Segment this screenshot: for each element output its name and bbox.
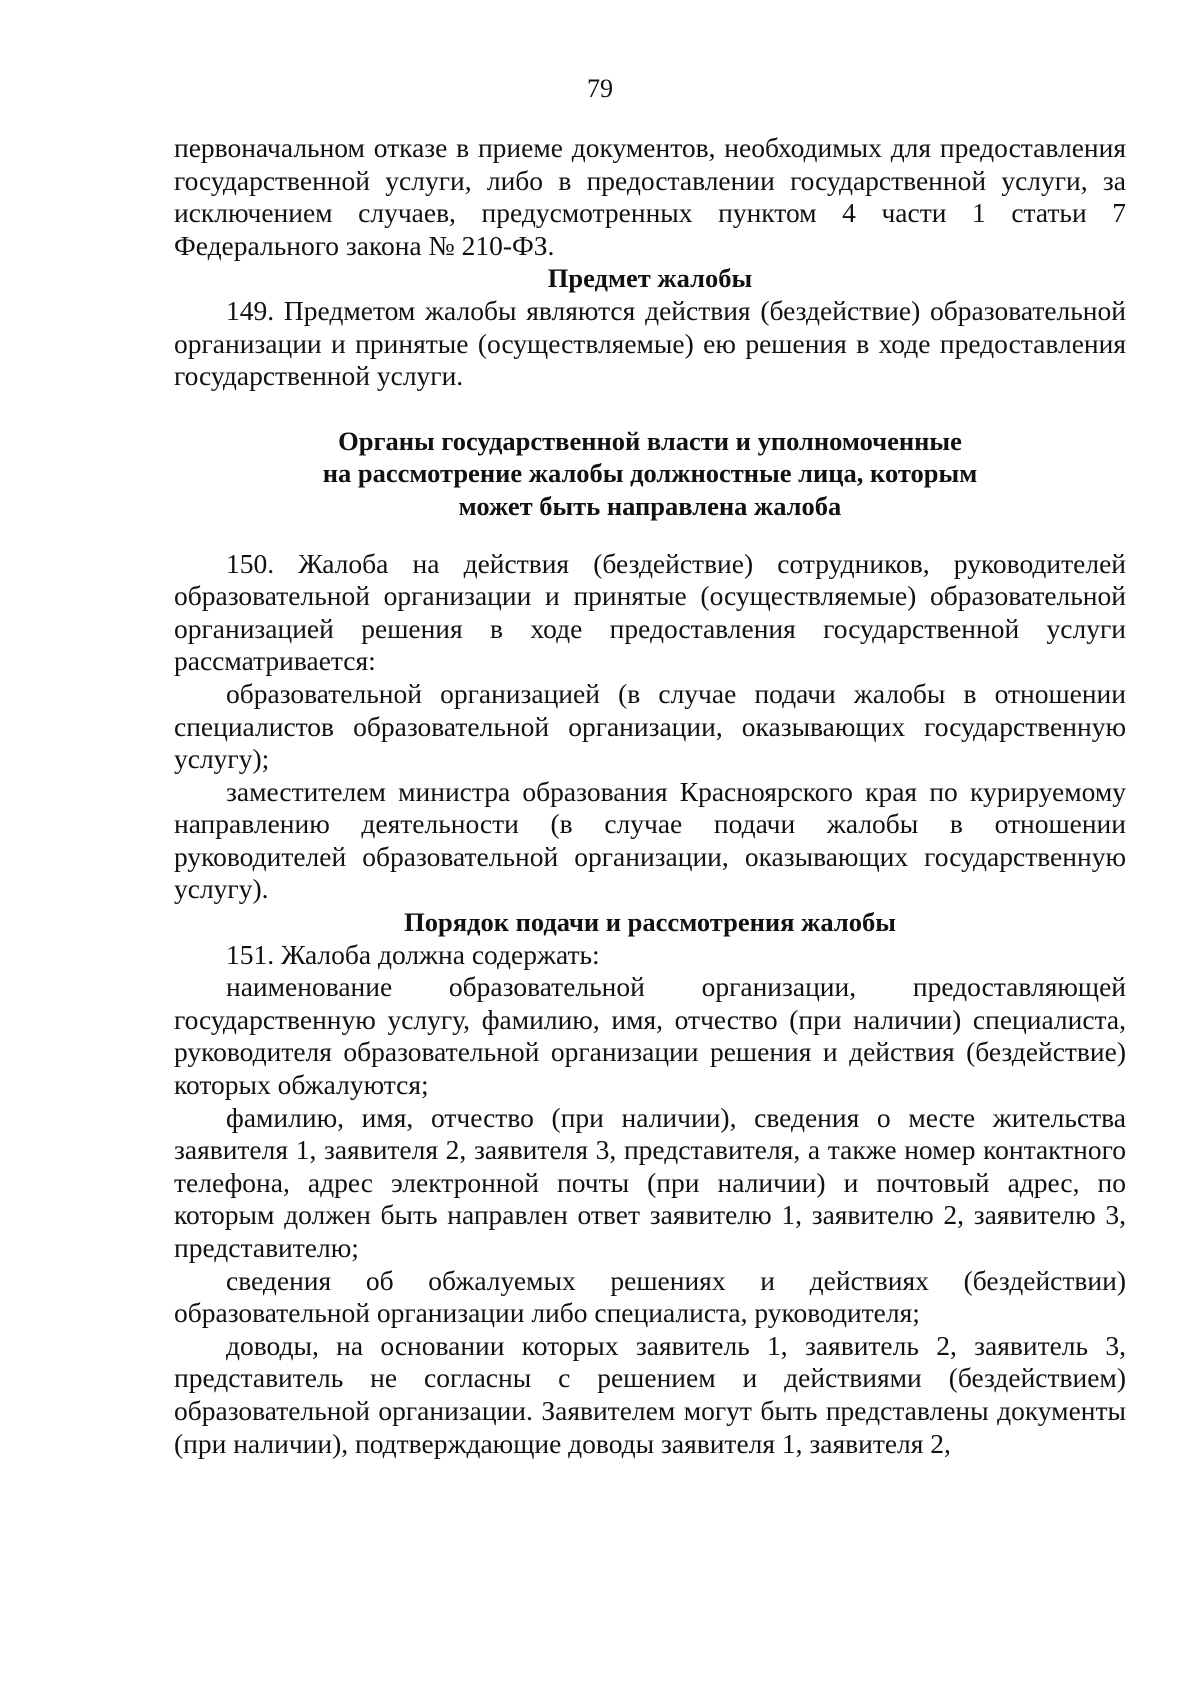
section-heading-authorities — [174, 425, 1126, 523]
paragraph-151-item: доводы, на основании которых заявитель 1, заявитель 2, заявитель 3, представитель не согласны с решением и действиями (бездействием) образовательной организации. Заявителем могут быть представлены документы (при наличии), подтверждающие доводы заявителя 1, заявителя 2, — [174, 1329, 1126, 1459]
paragraph-151-item: сведения об обжалуемых решениях и действиях (бездействии) образовательной организации либо специалиста, руководителя; — [174, 1264, 1126, 1329]
page-number: 79 — [587, 74, 613, 103]
paragraph-150-item: образовательной организацией (в случае подачи жалобы в отношении специалистов образовательной организации, оказывающих государственную услугу); — [174, 677, 1126, 775]
section-heading-complaint-subject: Предмет жалобы — [547, 263, 753, 294]
paragraph-149: 149. Предметом жалобы являются действия (бездействие) образовательной организации и принятые (осуществляемые) ею решения в ходе предоставления государственной услуги. — [174, 294, 1126, 392]
paragraph-continuation: первоначальном отказе в приеме документов, необходимых для предоставления государственной услуги, либо в предоставлении государственной услуги, за исключением случаев, предусмотренных пунктом 4 части 1 статьи 7 Федерального закона № 210-ФЗ. — [174, 132, 1126, 261]
paragraph-151-item: наименование образовательной организации, предоставляющей государственную услугу, фамилию, имя, отчество (при наличии) специалиста, руководителя образовательной организации решения и действия (бездействие) которых обжалуются; — [174, 971, 1126, 1101]
paragraph-150-item: заместителем министра образования Красноярского края по курируемому направлению деятельности (в случае подачи жалобы в отношении руководителей образовательной организации, оказывающих государственную услугу). — [174, 775, 1126, 905]
heading-line: может быть направлена жалоба — [458, 490, 842, 521]
document-body — [174, 132, 1126, 1460]
paragraph-151: 151. Жалоба должна содержать: — [226, 938, 600, 970]
paragraph-151-item: фамилию, имя, отчество (при наличии), сведения о месте жительства заявителя 1, заявителя 2, заявителя 3, представителя, а также номер контактного телефона, адрес электронной почты (при наличии) и почтовый адрес, по которым должен быть направлен ответ заявителю 1, заявителю 2, заявителю 3, представителю; — [174, 1101, 1126, 1263]
heading-line: на рассмотрение жалобы должностные лица, которым — [322, 458, 978, 489]
section-heading-procedure: Порядок подачи и рассмотрения жалобы — [404, 907, 896, 938]
heading-line: Органы государственной власти и уполномоченные — [338, 425, 962, 456]
paragraph-150: 150. Жалоба на действия (бездействие) сотрудников, руководителей образовательной организации и принятые (осуществляемые) образовательной организацией решения в ходе предоставления государственной услуги рассматривается: — [174, 547, 1126, 677]
